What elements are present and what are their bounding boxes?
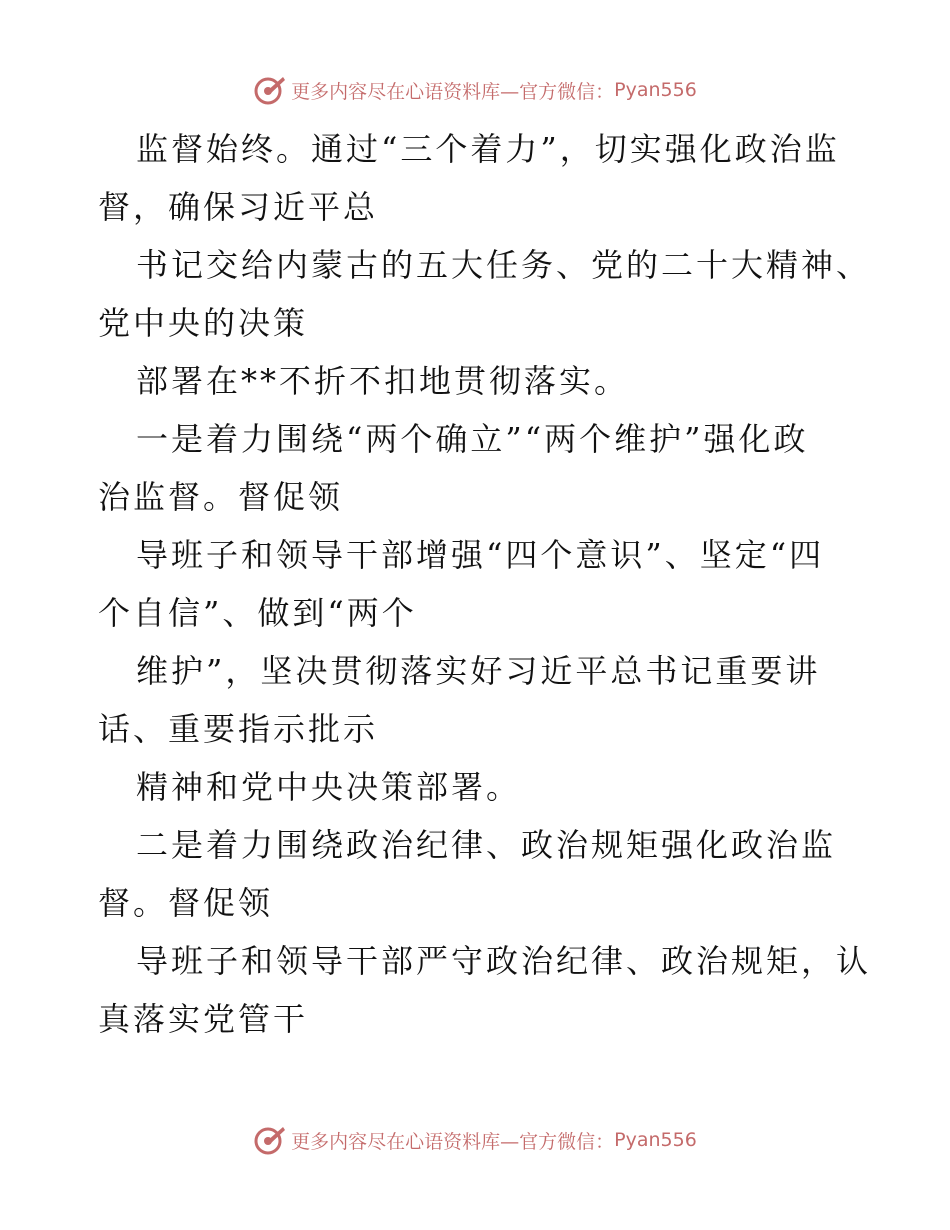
footer-banner-handle: Pyan556 <box>614 1129 697 1151</box>
footer-banner <box>0 1120 950 1160</box>
text-line: 导班子和领导干部严守政治纪律、政治规矩，认 <box>136 942 872 980</box>
text-line: 精神和党中央决策部署。 <box>136 768 522 806</box>
pen-logo-icon <box>253 1123 287 1157</box>
text-line: 督，确保习近平总 <box>98 188 379 226</box>
text-line: 监督始终。通过“三个着力”，切实强化政治监 <box>136 130 840 168</box>
text-line: 真落实党管干 <box>98 1000 309 1038</box>
text-line: 导班子和领导干部增强“四个意识”、坚定“四 <box>136 536 825 574</box>
header-banner-text: 更多内容尽在心语资料库—官方微信： <box>291 80 615 103</box>
text-line: 党中央的决策 <box>98 304 309 342</box>
pen-logo-icon <box>253 73 287 107</box>
footer-banner-text: 更多内容尽在心语资料库—官方微信： <box>291 1130 615 1153</box>
text-line: 督。督促领 <box>98 884 274 922</box>
text-line: 治监督。督促领 <box>98 478 344 516</box>
header-banner-handle: Pyan556 <box>614 79 697 101</box>
document-body <box>98 120 872 1048</box>
text-line: 二是着力围绕政治纪律、政治规矩强化政治监 <box>136 826 837 864</box>
header-banner <box>0 70 950 110</box>
text-line: 部署在**不折不扣地贯彻落实。 <box>136 362 630 400</box>
text-line: 个自信”、做到“两个 <box>98 594 417 632</box>
text-line: 维护”，坚决贯彻落实好习近平总书记重要讲 <box>136 652 821 690</box>
text-line: 书记交给内蒙古的五大任务、党的二十大精神、 <box>136 246 872 284</box>
text-line: 一是着力围绕“两个确立”“两个维护”强化政 <box>136 420 809 458</box>
text-line: 话、重要指示批示 <box>98 710 379 748</box>
